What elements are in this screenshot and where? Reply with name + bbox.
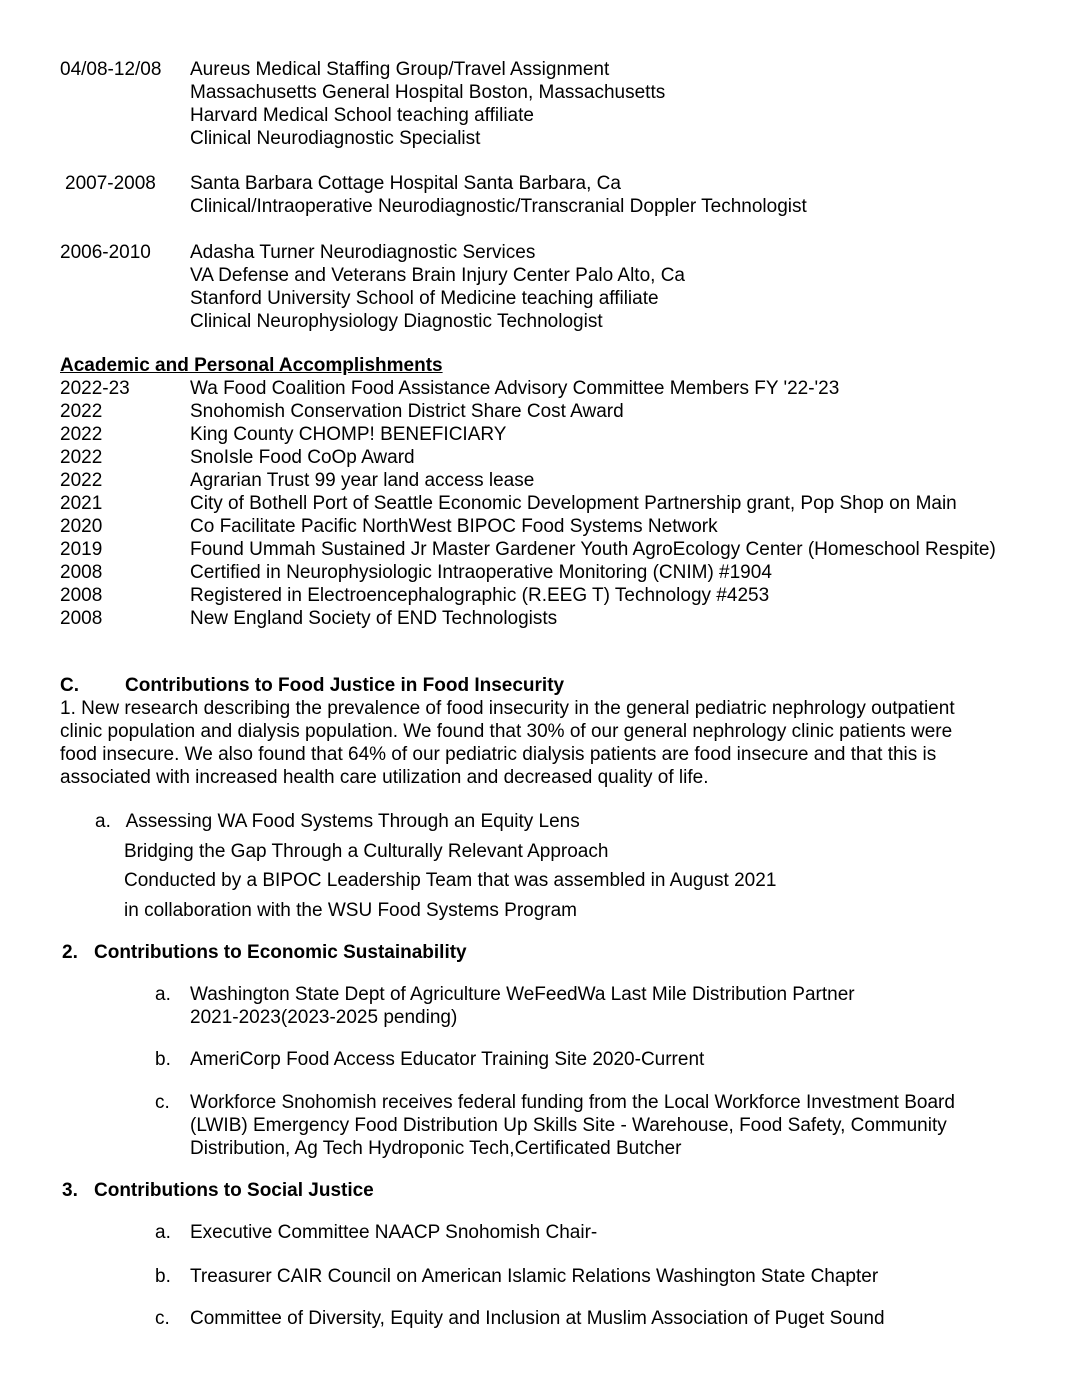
- paragraph-line: 1. New research describing the prevalence of food insecurity in the general pediatric nephrology outpatient: [60, 698, 955, 719]
- employment-line: Massachusetts General Hospital Boston, Massachusetts: [190, 82, 666, 103]
- section-2-number: 2.: [62, 942, 78, 963]
- employment-line: Stanford University School of Medicine teaching affiliate: [190, 288, 659, 309]
- section-c-paragraph: [60, 697, 1020, 789]
- employment-date: 04/08-12/08: [60, 59, 162, 80]
- item-marker: b.: [155, 1266, 171, 1287]
- accomplishment-year: 2022: [60, 424, 103, 445]
- accomplishment-year: 2022-23: [60, 378, 130, 399]
- accomplishment-year: 2022: [60, 470, 103, 491]
- paragraph-line: food insecure. We also found that 64% of our pediatric dialysis patients are food insecure and that this is: [60, 744, 937, 765]
- accomplishments-heading: Academic and Personal Accomplishments: [60, 355, 443, 376]
- employment-line: Clinical Neurophysiology Diagnostic Technologist: [190, 311, 603, 332]
- accomplishment-year: 2008: [60, 585, 103, 606]
- subitem-line: Conducted by a BIPOC Leadership Team that was assembled in August 2021: [124, 870, 777, 891]
- section-c-letter: C.: [60, 675, 79, 696]
- section-2-title: Contributions to Economic Sustainability: [94, 942, 467, 963]
- accomplishment-text: New England Society of END Technologists: [190, 608, 558, 629]
- accomplishment-text: City of Bothell Port of Seattle Economic Development Partnership grant, Pop Shop on Main: [190, 493, 957, 514]
- employment-line: Clinical Neurodiagnostic Specialist: [190, 128, 481, 149]
- employment-line: Aureus Medical Staffing Group/Travel Assignment: [190, 59, 610, 80]
- employment-line: Adasha Turner Neurodiagnostic Services: [190, 242, 536, 263]
- accomplishment-year: 2021: [60, 493, 103, 514]
- item-line: AmeriCorp Food Access Educator Training Site 2020-Current: [190, 1049, 705, 1070]
- item-marker: c.: [155, 1092, 170, 1113]
- item-line: 2021-2023(2023-2025 pending): [190, 1007, 458, 1028]
- item-line: Washington State Dept of Agriculture WeFeedWa Last Mile Distribution Partner: [190, 984, 855, 1005]
- employment-line: Harvard Medical School teaching affiliate: [190, 105, 534, 126]
- paragraph-line: clinic population and dialysis population. We found that 30% of our general nephrology clinic patients were: [60, 721, 953, 742]
- item-marker: c.: [155, 1308, 170, 1329]
- accomplishment-text: Found Ummah Sustained Jr Master Gardener Youth AgroEcology Center (Homeschool Respite): [190, 539, 996, 560]
- section-3-heading: [62, 1179, 374, 1202]
- accomplishment-text: SnoIsle Food CoOp Award: [190, 447, 415, 468]
- paragraph-line: associated with increased health care utilization and decreased quality of life.: [60, 767, 709, 788]
- section-3-number: 3.: [62, 1180, 78, 1201]
- accomplishment-year: 2008: [60, 608, 103, 629]
- accomplishment-text: Certified in Neurophysiologic Intraoperative Monitoring (CNIM) #1904: [190, 562, 772, 583]
- item-line: Distribution, Ag Tech Hydroponic Tech,Certificated Butcher: [190, 1138, 682, 1159]
- accomplishment-text: Registered in Electroencephalographic (R.EEG T) Technology #4253: [190, 585, 770, 606]
- section-c-heading: [60, 674, 564, 697]
- accomplishment-year: 2020: [60, 516, 103, 537]
- employment-line: Clinical/Intraoperative Neurodiagnostic/Transcranial Doppler Technologist: [190, 196, 807, 217]
- item-marker: a.: [155, 1222, 171, 1243]
- accomplishment-text: Wa Food Coalition Food Assistance Advisory Committee Members FY '22-'23: [190, 378, 840, 399]
- subitem-line: a. Assessing WA Food Systems Through an Equity Lens: [95, 811, 580, 832]
- accomplishment-year: 2008: [60, 562, 103, 583]
- item-line: Workforce Snohomish receives federal funding from the Local Workforce Investment Board: [190, 1092, 955, 1113]
- accomplishment-text: King County CHOMP! BENEFICIARY: [190, 424, 507, 445]
- employment-line: VA Defense and Veterans Brain Injury Center Palo Alto, Ca: [190, 265, 685, 286]
- accomplishment-year: 2022: [60, 447, 103, 468]
- accomplishment-text: Agrarian Trust 99 year land access lease: [190, 470, 535, 491]
- accomplishment-text: Snohomish Conservation District Share Cost Award: [190, 401, 624, 422]
- item-marker: b.: [155, 1049, 171, 1070]
- employment-date: 2006-2010: [60, 242, 151, 263]
- subitem-line: Bridging the Gap Through a Culturally Relevant Approach: [124, 840, 609, 862]
- item-line: Treasurer CAIR Council on American Islamic Relations Washington State Chapter: [190, 1266, 879, 1287]
- section-c-subitem-a: [95, 810, 776, 928]
- subitem-line: in collaboration with the WSU Food Systems Program: [124, 899, 578, 921]
- item-line: Executive Committee NAACP Snohomish Chair-: [190, 1222, 598, 1243]
- employment-date: 2007-2008: [65, 173, 156, 194]
- item-line: (LWIB) Emergency Food Distribution Up Skills Site - Warehouse, Food Safety, Community: [190, 1115, 947, 1136]
- section-2-heading: [62, 941, 467, 964]
- accomplishment-year: 2022: [60, 401, 103, 422]
- item-marker: a.: [155, 984, 171, 1005]
- section-c-title: Contributions to Food Justice in Food Insecurity: [125, 675, 565, 696]
- section-3-title: Contributions to Social Justice: [94, 1180, 374, 1201]
- accomplishment-text: Co Facilitate Pacific NorthWest BIPOC Food Systems Network: [190, 516, 718, 537]
- employment-line: Santa Barbara Cottage Hospital Santa Barbara, Ca: [190, 173, 621, 194]
- item-line: Committee of Diversity, Equity and Inclusion at Muslim Association of Puget Sound: [190, 1308, 885, 1329]
- accomplishment-year: 2019: [60, 539, 103, 560]
